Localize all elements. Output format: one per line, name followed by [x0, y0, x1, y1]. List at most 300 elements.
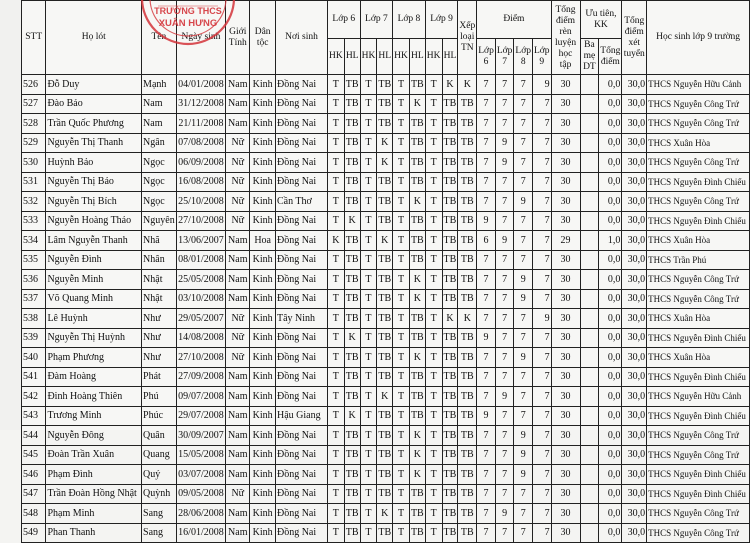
cell-ngay-sinh: 30/09/2007 [176, 426, 225, 446]
cell-hl-6: TB [344, 133, 360, 153]
cell-ten: Sang [142, 523, 177, 543]
cell-noi-sinh: Đồng Nai [275, 465, 327, 485]
cell-diem-9: 9 [532, 75, 551, 95]
cell-xep-loai: TB [458, 426, 477, 446]
cell-diem-8: 7 [514, 406, 533, 426]
cell-xep-loai: TB [458, 133, 477, 153]
cell-gioi-tinh: Nữ [226, 348, 250, 368]
cell-tong-diem-ren-luyen: 30 [551, 172, 580, 192]
cell-hk-8: T [393, 348, 410, 368]
cell-tong-diem-ren-luyen: 30 [551, 114, 580, 134]
cell-diem-6: 7 [477, 250, 496, 270]
cell-hl-6: TB [344, 192, 360, 212]
cell-hl-8: K [409, 289, 425, 309]
cell-noi-sinh: Đồng Nai [275, 348, 327, 368]
cell-gioi-tinh: Nam [226, 523, 250, 543]
table-row [22, 75, 750, 95]
cell-gioi-tinh: Nam [226, 250, 250, 270]
cell-noi-sinh: Đồng Nai [275, 445, 327, 465]
cell-hl-6: TB [344, 348, 360, 368]
cell-hk-9: T [425, 367, 442, 387]
cell-hk-6: T [327, 406, 344, 426]
cell-diem-8: 7 [514, 172, 533, 192]
cell-xep-loai: K [458, 309, 477, 329]
cell-tong-diem-xet-tuyen: 30,0 [622, 504, 647, 524]
cell-diem-9: 7 [532, 114, 551, 134]
cell-gioi-tinh: Nữ [226, 328, 250, 348]
cell-truong-lop-9: THCS Nguyễn Công Trứ [647, 270, 750, 290]
cell-hk-8: T [393, 289, 410, 309]
cell-hk-8: T [393, 309, 410, 329]
cell-ngay-sinh: 29/07/2008 [176, 406, 225, 426]
cell-ba-me-dt [580, 465, 599, 485]
cell-stt: 539 [22, 328, 46, 348]
cell-diem-6: 7 [477, 387, 496, 407]
cell-uu-tien-tong: 0,0 [599, 309, 622, 329]
cell-diem-8: 9 [514, 445, 533, 465]
cell-hl-9: TB [442, 270, 458, 290]
cell-diem-7: 7 [495, 426, 514, 446]
cell-hk-7: T [360, 211, 377, 231]
header-ngay-sinh: Ngày sinh [176, 1, 225, 75]
header-ten: Tên [142, 1, 177, 75]
cell-hk-8: T [393, 133, 410, 153]
cell-ngay-sinh: 31/12/2008 [176, 94, 225, 114]
cell-diem-9: 7 [532, 328, 551, 348]
cell-stt: 537 [22, 289, 46, 309]
cell-ten: Phú [142, 387, 177, 407]
cell-diem-8: 7 [514, 75, 533, 95]
cell-hl-9: K [442, 75, 458, 95]
cell-uu-tien-tong: 0,0 [599, 192, 622, 212]
cell-truong-lop-9: THCS Nguyễn Công Trứ [647, 94, 750, 114]
cell-hk-9: T [425, 484, 442, 504]
cell-ho-lot: Phạm Đình [46, 465, 142, 485]
cell-hk-8: T [393, 114, 410, 134]
cell-hl-7: K [377, 231, 393, 251]
header-tong-diem-ren-luyen: Tổng điểm rèn luyện học tập [551, 1, 580, 75]
cell-tong-diem-xet-tuyen: 30,0 [622, 133, 647, 153]
cell-truong-lop-9: THCS Nguyễn Hữu Cảnh [647, 387, 750, 407]
cell-diem-9: 7 [532, 523, 551, 543]
cell-hk-7: T [360, 114, 377, 134]
cell-hk-7: T [360, 367, 377, 387]
cell-stt: 534 [22, 231, 46, 251]
cell-ho-lot: Trương Minh [46, 406, 142, 426]
student-roster-table [21, 0, 750, 543]
cell-hk-8: T [393, 387, 410, 407]
cell-ba-me-dt [580, 133, 599, 153]
cell-hk-8: T [393, 75, 410, 95]
table-row [22, 250, 750, 270]
cell-hl-6: TB [344, 289, 360, 309]
cell-noi-sinh: Đồng Nai [275, 504, 327, 524]
cell-uu-tien-tong: 0,0 [599, 445, 622, 465]
cell-hl-7: K [377, 504, 393, 524]
cell-tong-diem-ren-luyen: 30 [551, 270, 580, 290]
table-row [22, 348, 750, 368]
cell-dan-toc: Kinh [250, 387, 276, 407]
cell-dan-toc: Hoa [250, 231, 276, 251]
cell-ten: Mạnh [142, 75, 177, 95]
cell-hl-6: TB [344, 75, 360, 95]
cell-diem-7: 9 [495, 133, 514, 153]
cell-hk-8: T [393, 94, 410, 114]
cell-ten: Nhật [142, 289, 177, 309]
cell-hl-9: TB [442, 406, 458, 426]
cell-tong-diem-ren-luyen: 30 [551, 484, 580, 504]
cell-tong-diem-xet-tuyen: 30,0 [622, 192, 647, 212]
cell-hl-6: TB [344, 250, 360, 270]
cell-diem-6: 7 [477, 465, 496, 485]
cell-uu-tien-tong: 0,0 [599, 328, 622, 348]
cell-noi-sinh: Tây Ninh [275, 309, 327, 329]
cell-hk-8: T [393, 426, 410, 446]
svg-text:XUÂN HƯNG: XUÂN HƯNG [158, 18, 218, 29]
cell-hl-8: K [409, 465, 425, 485]
cell-hl-7: K [377, 153, 393, 173]
cell-truong-lop-9: THCS Nguyễn Công Trứ [647, 192, 750, 212]
cell-hl-9: TB [442, 445, 458, 465]
cell-tong-diem-ren-luyen: 30 [551, 75, 580, 95]
cell-stt: 546 [22, 465, 46, 485]
cell-ngay-sinh: 16/01/2008 [176, 523, 225, 543]
cell-hl-7: TB [377, 367, 393, 387]
cell-diem-9: 9 [532, 309, 551, 329]
cell-uu-tien-tong: 0,0 [599, 367, 622, 387]
cell-uu-tien-tong: 0,0 [599, 114, 622, 134]
cell-tong-diem-ren-luyen: 30 [551, 367, 580, 387]
cell-ngay-sinh: 03/10/2008 [176, 289, 225, 309]
cell-diem-9: 7 [532, 504, 551, 524]
cell-hk-6: T [327, 348, 344, 368]
cell-ba-me-dt [580, 367, 599, 387]
cell-tong-diem-xet-tuyen: 30,0 [622, 172, 647, 192]
cell-diem-6: 7 [477, 504, 496, 524]
cell-hl-8: K [409, 348, 425, 368]
cell-ngay-sinh: 03/07/2008 [176, 465, 225, 485]
cell-tong-diem-ren-luyen: 30 [551, 504, 580, 524]
cell-hk-7: T [360, 172, 377, 192]
cell-hk-7: T [360, 328, 377, 348]
cell-uu-tien-tong: 0,0 [599, 153, 622, 173]
cell-hk-8: T [393, 211, 410, 231]
table-row [22, 387, 750, 407]
cell-ba-me-dt [580, 211, 599, 231]
cell-hl-8: TB [409, 172, 425, 192]
cell-hk-6: T [327, 426, 344, 446]
cell-hl-8: TB [409, 504, 425, 524]
cell-noi-sinh: Đồng Nai [275, 94, 327, 114]
header-hk-8: HK [393, 39, 410, 75]
cell-diem-9: 7 [532, 289, 551, 309]
cell-hl-7: TB [377, 270, 393, 290]
cell-hk-7: T [360, 133, 377, 153]
cell-hk-8: T [393, 270, 410, 290]
cell-noi-sinh: Đồng Nai [275, 328, 327, 348]
cell-ngay-sinh: 29/05/2007 [176, 309, 225, 329]
cell-hk-8: T [393, 153, 410, 173]
cell-hl-9: TB [442, 289, 458, 309]
cell-tong-diem-ren-luyen: 29 [551, 231, 580, 251]
cell-ba-me-dt [580, 192, 599, 212]
cell-ho-lot: Nguyễn Thị Huỳnh [46, 328, 142, 348]
cell-truong-lop-9: THCS Nguyễn Công Trứ [647, 114, 750, 134]
cell-hk-9: T [425, 348, 442, 368]
cell-hk-7: T [360, 309, 377, 329]
cell-hl-9: TB [442, 523, 458, 543]
cell-ho-lot: Nguyễn Thị Bảo [46, 172, 142, 192]
cell-diem-8: 7 [514, 484, 533, 504]
cell-hl-6: TB [344, 231, 360, 251]
cell-ba-me-dt [580, 172, 599, 192]
cell-hk-6: T [327, 445, 344, 465]
header-uu-tien: Ưu tiên, KK [580, 1, 622, 39]
cell-hl-7: TB [377, 523, 393, 543]
cell-hk-7: T [360, 289, 377, 309]
cell-tong-diem-xet-tuyen: 30,0 [622, 153, 647, 173]
table-row [22, 153, 750, 173]
cell-hk-9: T [425, 172, 442, 192]
cell-hl-9: TB [442, 328, 458, 348]
cell-ten: Nhã [142, 231, 177, 251]
header-dan-toc: Dân tộc [250, 1, 276, 75]
cell-ten: Nguyên [142, 211, 177, 231]
cell-hl-9: TB [442, 153, 458, 173]
cell-diem-9: 7 [532, 484, 551, 504]
cell-xep-loai: TB [458, 348, 477, 368]
cell-tong-diem-ren-luyen: 30 [551, 309, 580, 329]
cell-hk-8: T [393, 231, 410, 251]
cell-hk-9: T [425, 153, 442, 173]
table-row [22, 309, 750, 329]
cell-hl-6: TB [344, 172, 360, 192]
cell-diem-9: 7 [532, 172, 551, 192]
cell-gioi-tinh: Nữ [226, 133, 250, 153]
cell-ngay-sinh: 27/09/2008 [176, 367, 225, 387]
header-gioi-tinh: Giới Tính [226, 1, 250, 75]
cell-ho-lot: Đỗ Duy [46, 75, 142, 95]
cell-hl-8: TB [409, 328, 425, 348]
cell-ba-me-dt [580, 484, 599, 504]
table-row [22, 211, 750, 231]
cell-ba-me-dt [580, 328, 599, 348]
cell-gioi-tinh: Nam [226, 289, 250, 309]
cell-uu-tien-tong: 0,0 [599, 348, 622, 368]
cell-truong-lop-9: THCS Nguyễn Đình Chiểu [647, 406, 750, 426]
cell-tong-diem-ren-luyen: 30 [551, 465, 580, 485]
cell-ho-lot: Đinh Hoàng Thiên [46, 387, 142, 407]
cell-diem-8: 7 [514, 133, 533, 153]
cell-dan-toc: Kinh [250, 133, 276, 153]
cell-hk-7: T [360, 153, 377, 173]
cell-dan-toc: Kinh [250, 348, 276, 368]
cell-ngay-sinh: 16/08/2008 [176, 172, 225, 192]
cell-hk-6: T [327, 250, 344, 270]
cell-hk-9: T [425, 445, 442, 465]
cell-gioi-tinh: Nữ [226, 172, 250, 192]
cell-ba-me-dt [580, 523, 599, 543]
cell-ba-me-dt [580, 348, 599, 368]
cell-ten: Như [142, 328, 177, 348]
cell-diem-6: 7 [477, 523, 496, 543]
cell-gioi-tinh: Nam [226, 114, 250, 134]
cell-truong-lop-9: THCS Xuân Hòa [647, 133, 750, 153]
cell-xep-loai: TB [458, 114, 477, 134]
cell-gioi-tinh: Nam [226, 445, 250, 465]
cell-ngay-sinh: 27/10/2008 [176, 348, 225, 368]
cell-diem-7: 7 [495, 484, 514, 504]
cell-hk-7: T [360, 75, 377, 95]
cell-ngay-sinh: 08/01/2008 [176, 250, 225, 270]
cell-ho-lot: Lê Huỳnh [46, 309, 142, 329]
cell-noi-sinh: Đồng Nai [275, 114, 327, 134]
cell-ten: Nhân [142, 250, 177, 270]
cell-xep-loai: TB [458, 250, 477, 270]
cell-hl-8: TB [409, 153, 425, 173]
cell-diem-8: 9 [514, 465, 533, 485]
cell-tong-diem-ren-luyen: 30 [551, 153, 580, 173]
cell-diem-9: 7 [532, 153, 551, 173]
table-row [22, 465, 750, 485]
cell-dan-toc: Kinh [250, 309, 276, 329]
header-hk-7: HK [360, 39, 377, 75]
cell-ten: Nhật [142, 270, 177, 290]
cell-hk-6: T [327, 504, 344, 524]
header-hk-9: HK [425, 39, 442, 75]
cell-hl-8: TB [409, 114, 425, 134]
cell-tong-diem-ren-luyen: 30 [551, 426, 580, 446]
cell-dan-toc: Kinh [250, 94, 276, 114]
cell-ho-lot: Lâm Nguyễn Thanh [46, 231, 142, 251]
cell-hl-8: TB [409, 211, 425, 231]
cell-hk-7: T [360, 192, 377, 212]
cell-truong-lop-9: THCS Nguyễn Đình Chiểu [647, 367, 750, 387]
cell-diem-6: 7 [477, 192, 496, 212]
cell-hk-8: T [393, 465, 410, 485]
table-row [22, 114, 750, 134]
cell-diem-7: 7 [495, 465, 514, 485]
cell-diem-8: 7 [514, 328, 533, 348]
header-lop-7: Lớp 7 [360, 1, 393, 39]
cell-hk-7: T [360, 270, 377, 290]
cell-hk-7: T [360, 387, 377, 407]
cell-hk-6: T [327, 523, 344, 543]
cell-diem-9: 7 [532, 406, 551, 426]
header-diem-lop-6: Lớp 6 [477, 39, 496, 75]
cell-hl-9: TB [442, 348, 458, 368]
cell-hk-7: T [360, 426, 377, 446]
cell-gioi-tinh: Nam [226, 387, 250, 407]
cell-diem-7: 7 [495, 172, 514, 192]
cell-hl-9: TB [442, 367, 458, 387]
cell-gioi-tinh: Nữ [226, 192, 250, 212]
cell-xep-loai: TB [458, 387, 477, 407]
cell-diem-8: 9 [514, 270, 533, 290]
cell-diem-7: 7 [495, 523, 514, 543]
cell-hk-6: K [327, 231, 344, 251]
cell-truong-lop-9: THCS Xuân Hòa [647, 231, 750, 251]
cell-truong-lop-9: THCS Nguyễn Đình Chiểu [647, 211, 750, 231]
cell-hk-7: T [360, 231, 377, 251]
cell-gioi-tinh: Nam [226, 75, 250, 95]
cell-hk-8: T [393, 172, 410, 192]
cell-truong-lop-9: THCS Nguyễn Đình Chiểu [647, 328, 750, 348]
cell-hl-8: TB [409, 387, 425, 407]
cell-stt: 529 [22, 133, 46, 153]
cell-noi-sinh: Đồng Nai [275, 250, 327, 270]
cell-dan-toc: Kinh [250, 270, 276, 290]
cell-hk-6: T [327, 309, 344, 329]
cell-xep-loai: TB [458, 211, 477, 231]
cell-hl-7: TB [377, 289, 393, 309]
cell-uu-tien-tong: 0,0 [599, 133, 622, 153]
cell-tong-diem-ren-luyen: 30 [551, 523, 580, 543]
cell-ten: Nam [142, 94, 177, 114]
cell-hl-8: TB [409, 406, 425, 426]
cell-hl-6: TB [344, 504, 360, 524]
cell-hl-9: TB [442, 484, 458, 504]
cell-diem-7: 7 [495, 348, 514, 368]
header-ba-me-dt: Ba mẹ DT [580, 39, 599, 75]
cell-stt: 548 [22, 504, 46, 524]
cell-ten: Ngọc [142, 172, 177, 192]
cell-ten: Nam [142, 114, 177, 134]
cell-hl-7: TB [377, 75, 393, 95]
cell-hk-9: T [425, 114, 442, 134]
cell-hl-9: TB [442, 94, 458, 114]
cell-diem-9: 7 [532, 348, 551, 368]
cell-hk-9: T [425, 523, 442, 543]
cell-diem-7: 9 [495, 231, 514, 251]
cell-stt: 545 [22, 445, 46, 465]
cell-hl-9: TB [442, 231, 458, 251]
cell-hl-9: TB [442, 211, 458, 231]
cell-ho-lot: Phạm Minh [46, 504, 142, 524]
cell-ngay-sinh: 25/05/2008 [176, 270, 225, 290]
cell-diem-9: 7 [532, 133, 551, 153]
cell-xep-loai: TB [458, 94, 477, 114]
cell-truong-lop-9: THCS Nguyễn Đình Chiểu [647, 484, 750, 504]
cell-ho-lot: Nguyễn Minh [46, 270, 142, 290]
header-hoc-sinh-truong: Học sinh lớp 9 trường [647, 1, 750, 75]
cell-diem-7: 7 [495, 289, 514, 309]
header-diem-lop-9: Lớp 9 [532, 39, 551, 75]
cell-ho-lot: Huỳnh Bảo [46, 153, 142, 173]
cell-uu-tien-tong: 1,0 [599, 231, 622, 251]
cell-tong-diem-xet-tuyen: 30,0 [622, 94, 647, 114]
cell-xep-loai: TB [458, 153, 477, 173]
cell-diem-9: 7 [532, 445, 551, 465]
cell-ngay-sinh: 06/09/2008 [176, 153, 225, 173]
cell-hl-6: TB [344, 523, 360, 543]
cell-xep-loai: TB [458, 172, 477, 192]
cell-diem-7: 7 [495, 328, 514, 348]
cell-noi-sinh: Đồng Nai [275, 172, 327, 192]
cell-ten: Quỳnh [142, 484, 177, 504]
table-row [22, 172, 750, 192]
cell-diem-6: 7 [477, 367, 496, 387]
cell-uu-tien-tong: 0,0 [599, 523, 622, 543]
cell-hk-9: T [425, 94, 442, 114]
cell-diem-9: 7 [532, 465, 551, 485]
cell-tong-diem-xet-tuyen: 30,0 [622, 250, 647, 270]
cell-dan-toc: Kinh [250, 75, 276, 95]
cell-noi-sinh: Đồng Nai [275, 270, 327, 290]
cell-ten: Ngân [142, 133, 177, 153]
cell-diem-8: 9 [514, 192, 533, 212]
cell-diem-9: 7 [532, 426, 551, 446]
